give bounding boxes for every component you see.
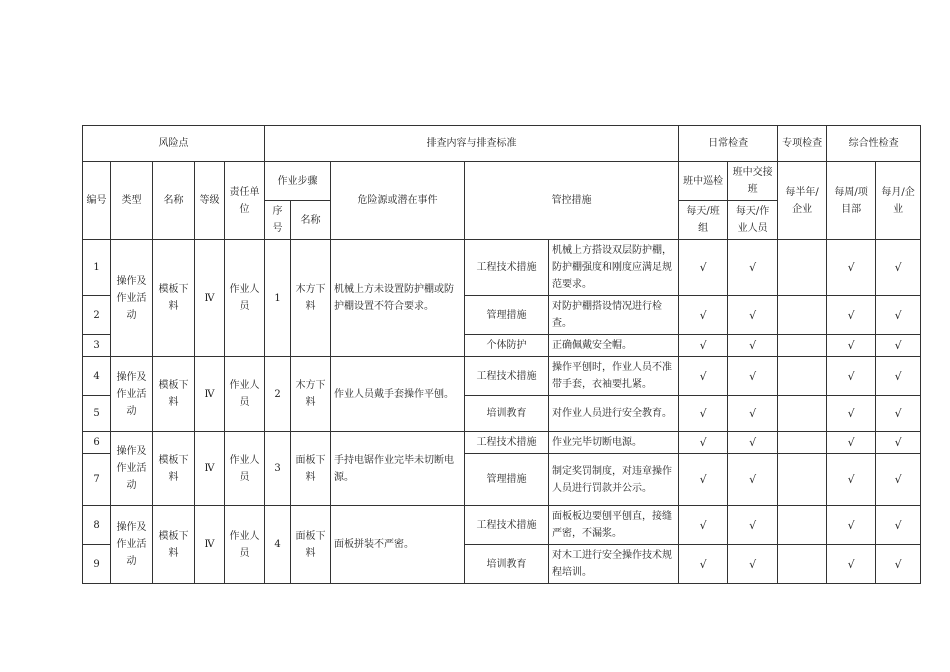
- header-work-steps: 作业步骤: [265, 162, 331, 201]
- measure-category: 培训教育: [465, 396, 549, 432]
- step-name: 面板下料: [291, 506, 331, 584]
- measure-category: 培训教育: [465, 545, 549, 584]
- monthly-check: √: [876, 296, 921, 335]
- header-seq: 序号: [265, 201, 291, 240]
- half-year-check: [778, 240, 827, 296]
- step-seq: 2: [265, 357, 291, 432]
- row-number: 5: [83, 396, 111, 432]
- header-step-name: 名称: [291, 201, 331, 240]
- measure-text: 机械上方搭设双层防护棚，防护棚强度和刚度应满足规范要求。: [549, 240, 679, 296]
- risk-name: 模板下料: [153, 357, 195, 432]
- header-daily-check: 日常检查: [679, 126, 778, 162]
- shift-handover-check: √: [728, 335, 778, 357]
- header-responsible-unit: 责任单位: [225, 162, 265, 240]
- measure-category: 个体防护: [465, 335, 549, 357]
- shift-patrol-check: √: [679, 240, 728, 296]
- row-number: 3: [83, 335, 111, 357]
- responsible-unit: 作业人员: [225, 432, 265, 506]
- header-name: 名称: [153, 162, 195, 240]
- monthly-check: √: [876, 545, 921, 584]
- header-number: 编号: [83, 162, 111, 240]
- shift-handover-check: √: [728, 357, 778, 396]
- header-monthly-enterprise: 每月/企业: [876, 162, 921, 240]
- risk-name: 模板下料: [153, 506, 195, 584]
- monthly-check: √: [876, 454, 921, 506]
- measure-category: 管理措施: [465, 454, 549, 506]
- weekly-check: √: [827, 432, 876, 454]
- monthly-check: √: [876, 396, 921, 432]
- shift-patrol-check: √: [679, 506, 728, 545]
- measure-category: 工程技术措施: [465, 432, 549, 454]
- risk-name: 模板下料: [153, 240, 195, 357]
- measure-text: 制定奖罚制度，对违章操作人员进行罚款并公示。: [549, 454, 679, 506]
- measure-text: 面板板边要刨平刨直，接缝严密，不漏浆。: [549, 506, 679, 545]
- hazard-text: 手持电锯作业完毕未切断电源。: [331, 432, 465, 506]
- risk-level: Ⅳ: [195, 432, 225, 506]
- shift-patrol-check: √: [679, 396, 728, 432]
- header-inspection-content: 排查内容与排查标准: [265, 126, 679, 162]
- hazard-text: 面板拼装不严密。: [331, 506, 465, 584]
- measure-text: 作业完毕切断电源。: [549, 432, 679, 454]
- risk-name: 模板下料: [153, 432, 195, 506]
- row-number: 7: [83, 454, 111, 506]
- measure-category: 管理措施: [465, 296, 549, 335]
- row-number: 4: [83, 357, 111, 396]
- weekly-check: √: [827, 357, 876, 396]
- responsible-unit: 作业人员: [225, 506, 265, 584]
- measure-text: 正确佩戴安全帽。: [549, 335, 679, 357]
- measure-category: 工程技术措施: [465, 357, 549, 396]
- step-seq: 3: [265, 432, 291, 506]
- risk-inspection-table: [82, 125, 921, 584]
- measure-text: 对防护棚搭设情况进行检查。: [549, 296, 679, 335]
- hazard-text: 机械上方未设置防护棚或防护棚设置不符合要求。: [331, 240, 465, 357]
- shift-handover-check: √: [728, 396, 778, 432]
- shift-handover-check: √: [728, 545, 778, 584]
- shift-patrol-check: √: [679, 335, 728, 357]
- shift-handover-check: √: [728, 432, 778, 454]
- step-name: 木方下料: [291, 357, 331, 432]
- header-comprehensive-check: 综合性检查: [827, 126, 921, 162]
- measure-text: 操作平刨时，作业人员不准带手套，衣袖要扎紧。: [549, 357, 679, 396]
- shift-handover-check: √: [728, 454, 778, 506]
- shift-handover-check: √: [728, 240, 778, 296]
- hazard-text: 作业人员戴手套操作平刨。: [331, 357, 465, 432]
- risk-type: 操作及作业活动: [111, 432, 153, 506]
- shift-patrol-check: √: [679, 357, 728, 396]
- header-half-year-enterprise: 每半年/企业: [778, 162, 827, 240]
- measure-text: 对木工进行安全操作技术规程培训。: [549, 545, 679, 584]
- row-number: 9: [83, 545, 111, 584]
- risk-type: 操作及作业活动: [111, 357, 153, 432]
- half-year-check: [778, 454, 827, 506]
- weekly-check: √: [827, 335, 876, 357]
- header-control-measures: 管控措施: [465, 162, 679, 240]
- weekly-check: √: [827, 396, 876, 432]
- header-type: 类型: [111, 162, 153, 240]
- step-name: 木方下料: [291, 240, 331, 357]
- monthly-check: √: [876, 357, 921, 396]
- half-year-check: [778, 335, 827, 357]
- measure-text: 对作业人员进行安全教育。: [549, 396, 679, 432]
- risk-level: Ⅳ: [195, 506, 225, 584]
- weekly-check: √: [827, 506, 876, 545]
- half-year-check: [778, 296, 827, 335]
- responsible-unit: 作业人员: [225, 357, 265, 432]
- step-seq: 1: [265, 240, 291, 357]
- half-year-check: [778, 432, 827, 454]
- weekly-check: √: [827, 240, 876, 296]
- shift-patrol-check: √: [679, 545, 728, 584]
- responsible-unit: 作业人员: [225, 240, 265, 357]
- row-number: 6: [83, 432, 111, 454]
- risk-level: Ⅳ: [195, 240, 225, 357]
- row-number: 8: [83, 506, 111, 545]
- risk-type: 操作及作业活动: [111, 240, 153, 357]
- monthly-check: √: [876, 240, 921, 296]
- header-hazard: 危险源或潜在事件: [331, 162, 465, 240]
- risk-level: Ⅳ: [195, 357, 225, 432]
- header-level: 等级: [195, 162, 225, 240]
- header-daily-worker: 每天/作业人员: [728, 201, 778, 240]
- shift-patrol-check: √: [679, 454, 728, 506]
- row-number: 1: [83, 240, 111, 296]
- header-special-check: 专项检查: [778, 126, 827, 162]
- monthly-check: √: [876, 432, 921, 454]
- shift-handover-check: √: [728, 506, 778, 545]
- half-year-check: [778, 545, 827, 584]
- step-name: 面板下料: [291, 432, 331, 506]
- row-number: 2: [83, 296, 111, 335]
- monthly-check: √: [876, 335, 921, 357]
- step-seq: 4: [265, 506, 291, 584]
- half-year-check: [778, 357, 827, 396]
- shift-patrol-check: √: [679, 296, 728, 335]
- header-shift-patrol: 班中巡检: [679, 162, 728, 201]
- weekly-check: √: [827, 454, 876, 506]
- shift-handover-check: √: [728, 296, 778, 335]
- header-shift-handover: 班中交接班: [728, 162, 778, 201]
- measure-category: 工程技术措施: [465, 240, 549, 296]
- half-year-check: [778, 396, 827, 432]
- risk-type: 操作及作业活动: [111, 506, 153, 584]
- monthly-check: √: [876, 506, 921, 545]
- weekly-check: √: [827, 296, 876, 335]
- measure-category: 工程技术措施: [465, 506, 549, 545]
- header-daily-team: 每天/班组: [679, 201, 728, 240]
- shift-patrol-check: √: [679, 432, 728, 454]
- weekly-check: √: [827, 545, 876, 584]
- header-weekly-project: 每周/项目部: [827, 162, 876, 240]
- half-year-check: [778, 506, 827, 545]
- header-risk-point: 风险点: [83, 126, 265, 162]
